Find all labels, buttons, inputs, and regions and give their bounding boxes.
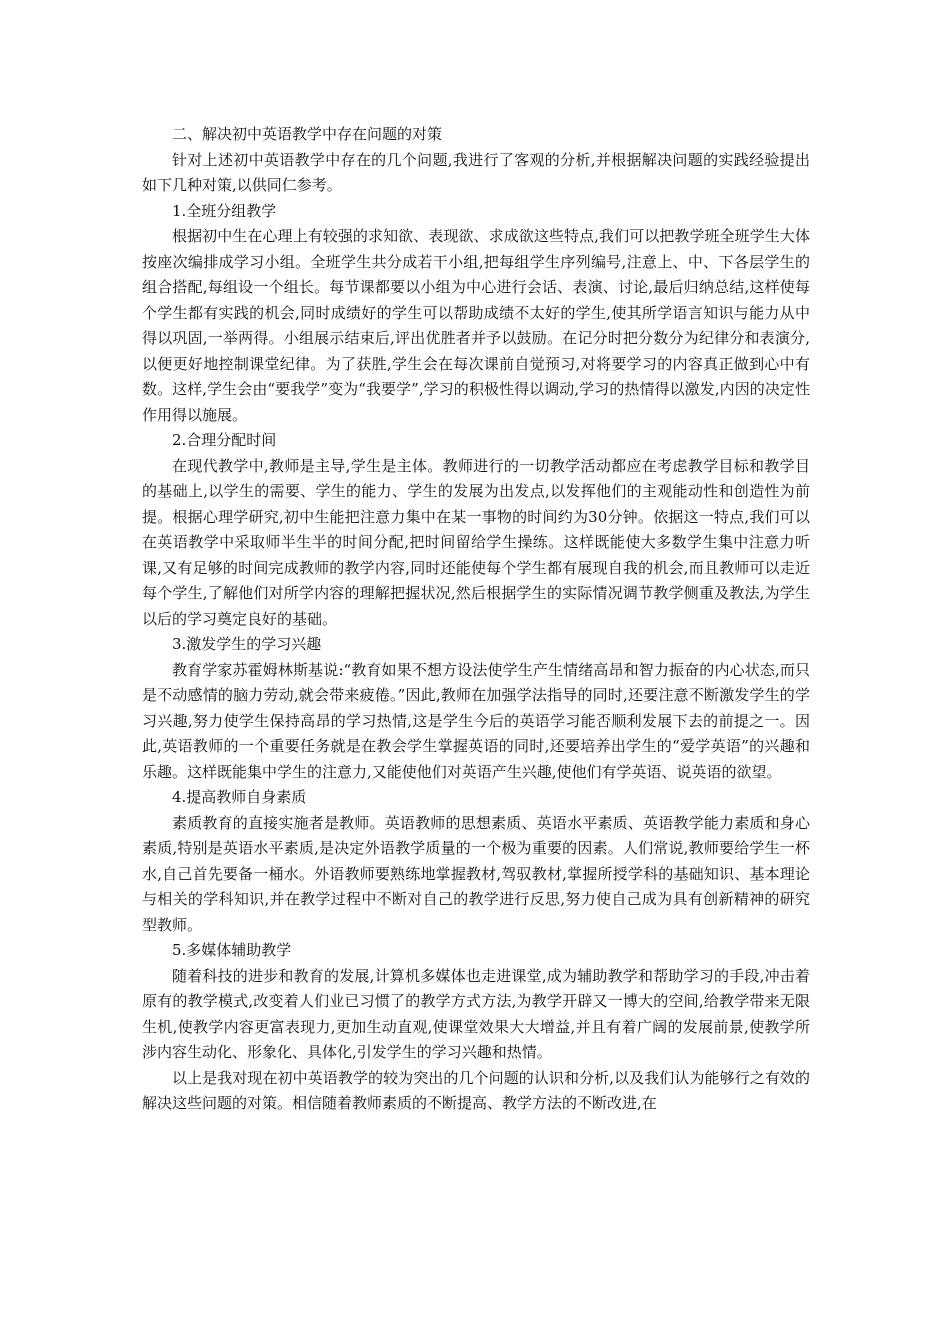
subsection-heading-4: 4.提高教师自身素质 (172, 788, 307, 806)
subsection-heading-3: 3.激发学生的学习兴趣 (172, 635, 322, 653)
subsection-paragraph-4: 素质教育的直接实施者是教师。英语教师的思想素质、英语水平素质、英语教学能力素质和身心素质,特别是英语水平素质,是决定外语教学质量的一个极为重要的因素。人们常说,教师要给学生一杯水,自己首先要备一桶水。外语教师要熟练地掌握教材,驾驭教材,掌握所授学科的基础知识、基本理论与相关的学科知识,并在教学过程中不断对自己的教学进行反思,努力使自己成为具有创新精神的研究型教师。 (142, 813, 810, 934)
intro-paragraph: 针对上述初中英语教学中存在的几个问题,我进行了客观的分析,并根据解决问题的实践经验提出如下几种对策,以供同仁参考。 (142, 150, 810, 194)
section-title: 二、解决初中英语教学中存在问题的对策 (172, 125, 443, 143)
conclusion-paragraph: 以上是我对现在初中英语教学的较为突出的几个问题的认识和分析,以及我们认为能够行之有效的解决这些问题的对策。相信随着教师素质的不断提高、教学方法的不断改进,在 (142, 1068, 810, 1112)
subsection-paragraph-3: 教育学家苏霍姆林斯基说:“教育如果不想方设法使学生产生情绪高昂和智力振奋的内心状态,而只是不动感情的脑力劳动,就会带来疲倦。”因此,教师在加强学法指导的同时,还要注意不断激发学生的学习兴趣,努力使学生保持高昂的学习热情,这是学生今后的英语学习能否顺利发展下去的前提之一。因此,英语教师的一个重要任务就是在教会学生掌握英语的同时,还要培养出学生的“爱学英语”的兴趣和乐趣。这样既能集中学生的注意力,又能使他们对英语产生兴趣,使他们有学英语、说英语的欲望。 (142, 660, 810, 781)
subsection-heading-5: 5.多媒体辅助教学 (172, 941, 292, 959)
subsection-heading-1: 1.全班分组教学 (172, 201, 277, 220)
subsection-paragraph-2: 在现代教学中,教师是主导,学生是主体。教师进行的一切教学活动都应在考虑教学目标和教学目的基础上,以学生的需要、学生的能力、学生的发展为出发点,以发挥他们的主观能动性和创造性为前提。根据心理学研究,初中生能把注意力集中在某一事物的时间约为30分钟。依据这一特点,我们可以在英语教学中采取师半生半的时间分配,把时间留给学生操练。这样既能使大多数学生集中注意力听课,又有足够的时间完成教师的教学内容,同时还能使每个学生都有展现自我的机会,而且教师可以走近每个学生,了解他们对所学内容的理解把握状况,然后根据学生的实际情况调节教学侧重及教法,为学生以后的学习奠定良好的基础。 (142, 456, 810, 628)
subsection-paragraph-5: 随着科技的进步和教育的发展,计算机多媒体也走进课堂,成为辅助教学和帮助学习的手段,冲击着原有的教学模式,改变着人们业已习惯了的教学方式方法,为教学开辟又一博大的空间,给教学带来无限生机,使教学内容更富表现力,更加生动直观,使课堂效果大大增益,并且有着广阔的发展前景,使教学所涉内容生动化、形象化、具体化,引发学生的学习兴趣和热情。 (142, 966, 810, 1061)
subsection-paragraph-1: 根据初中生在心理上有较强的求知欲、表现欲、求成欲这些特点,我们可以把教学班全班学生大体按座次编排成学习小组。全班学生共分成若干小组,把每组学生序列编号,注意上、中、下各层学生的组合搭配,每组设一个组长。每节课都要以小组为中心进行会话、表演、讨论,最后归纳总结,这样使每个学生都有实践的机会,同时成绩好的学生可以帮助成绩不太好的学生,使其所学语言知识与能力从中得以巩固,一举两得。小组展示结束后,评出优胜者并予以鼓励。在记分时把分数分为纪律分和表演分,以便更好地控制课堂纪律。为了获胜,学生会在每次课前自觉预习,对将要学习的内容真正做到心中有数。这样,学生会由“要我学”变为“我要学”,学习的积极性得以调动,学习的热情得以激发,内因的决定性作用得以施展。 (142, 227, 810, 424)
document-body (142, 122, 810, 1117)
subsection-heading-2: 2.合理分配时间 (172, 431, 277, 449)
